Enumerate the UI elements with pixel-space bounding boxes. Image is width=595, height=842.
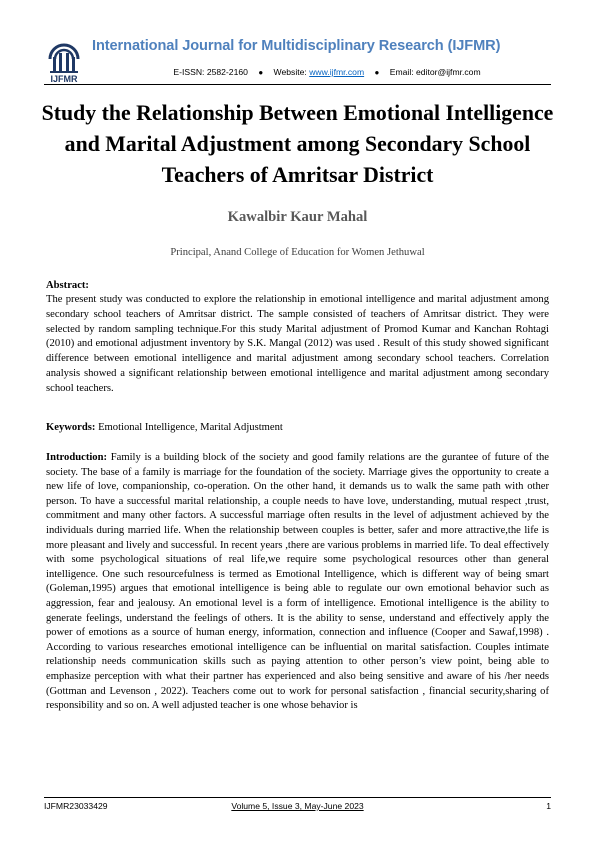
keywords-text: Emotional Intelligence, Marital Adjustment [95,422,283,433]
footer-paper-id: IJFMR23033429 [44,801,108,811]
footer-divider [44,797,551,798]
journal-name: International Journal for Multidisciplinary Research [92,38,448,54]
footer-page-number: 1 [546,801,551,811]
eissn: E-ISSN: 2582-2160 [173,67,248,77]
bullet-icon: ● [258,68,264,77]
introduction-paragraph [46,451,549,714]
author-affiliation: Principal, Anand College of Education for Women Jethuwal [170,247,425,258]
journal-acronym: (IJFMR) [447,38,501,54]
email: Email: editor@ijfmr.com [389,67,481,77]
header-divider [44,84,551,85]
journal-title [92,38,582,54]
bullet-icon: ● [374,68,380,77]
website-link[interactable]: www.ijfmr.com [309,67,365,77]
keywords [46,421,549,436]
introduction-label: Introduction: [46,452,108,463]
logo-text: IJFMR [50,74,78,83]
keywords-label: Keywords: [46,422,96,433]
website-label: Website: [273,67,310,77]
journal-logo-icon [44,33,84,83]
abstract-body: The present study was conducted to explore the relationship in emotional intelligence and marital adjustment among secondary school teachers of Amritsar district. The sample consisted of teachers of Amritsar district. They were selected by random sampling technique.For this study Marital adjustment of Promod Kumar and Kanchan Rohtagi (2010) and emotional adjustment inventory by S.K. Mangal (2012) was used . Result of this study showed significant difference between emotional intelligence and marital adjustment among secondary school teachers. Correlation analysis showed a significant relationship between emotional intelligence and marital adjustment among secondary school teachers. [46,294,549,394]
introduction-text: Family is a building block of the society and good family relations are the gurantee of future of the society. The base of a family is marriage for the foundation of the society. Marriage gives the opportunity to create a new life of love, companionship, co-operation. On the other hand, it demands us to walk the same path with other person. To have a successful marital relationship, a couple needs to have love, understanding, mutual respect ,trust, commitment and many other factors. A successful marriage often results in the level of adjustment achieved by the individuals during married life. When the relationship between couples is better, safer and more attractive,the life is more pleasant and lively and successful. In recent years ,there are various problems in married life. To deal effectively with some psychological situations of real life,we require some psychological resources other than general intelligence. One such resourcefulness is termed as Emotional Intelligence, which is different way of being smart (Goleman,1995) argues that emotional intelligence is being able to regulate our own emotional behavior such as aggression, fear and jealousy. An emotional level is a form of intelligence. Emotional intelligence is the ability to generate feelings, understand the feelings of others. It is the ability to sense, understand and effectively apply the power of emotions as a source of human energy, information, connection and influence (Cooper and Sawaf,1998) . According to various researches emotional intelligence can be influential on marital satisfaction. Couples intimate relationship needs communication skills such as paying attention to other person’s view point, being able to emphasize perception with what their partner has experienced and also being sensitive and aware of his /her needs (Gottman and Levenson , 2022). Teachers come out to work for personal satisfaction , financial security,sharing of responsibility and so on. A well adjusted teacher is one whose behavior is [46,452,549,712]
footer-volume: Volume 5, Issue 3, May-June 2023 [231,801,364,811]
journal-meta-line [92,67,562,77]
author-name: Kawalbir Kaur Mahal [227,209,368,225]
abstract-heading: Abstract: [46,280,89,291]
paper-title: Study the Relationship Between Emotional Intelligence and Marital Adjustment among Secondary School Teachers of Amritsar District [41,101,554,187]
